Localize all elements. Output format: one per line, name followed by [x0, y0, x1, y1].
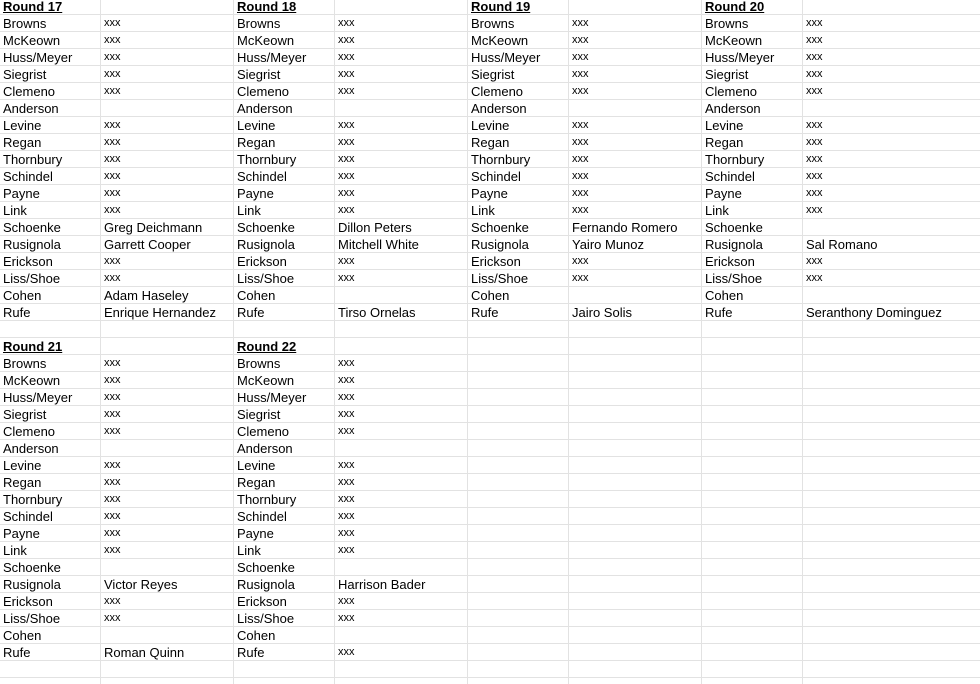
row-label-cell[interactable]: Anderson: [3, 441, 59, 456]
pick-value-cell[interactable]: xxx: [806, 187, 823, 199]
pick-value-cell[interactable]: xxx: [572, 255, 589, 267]
row-label-cell[interactable]: McKeown: [237, 373, 295, 388]
row-label-cell[interactable]: Link: [705, 203, 729, 218]
row-label-cell[interactable]: Liss/Shoe: [3, 271, 61, 286]
row-label-cell[interactable]: Schoenke: [3, 220, 61, 235]
row-label-cell[interactable]: Clemeno: [237, 424, 290, 439]
pick-value-cell[interactable]: xxx: [338, 255, 355, 267]
pick-value-cell[interactable]: xxx: [104, 476, 121, 488]
row-label-cell[interactable]: Siegrist: [3, 407, 47, 422]
pick-value-cell[interactable]: xxx: [104, 544, 121, 556]
row-label-cell[interactable]: Thornbury: [705, 152, 765, 167]
pick-value-cell[interactable]: xxx: [338, 408, 355, 420]
round-header[interactable]: Round 20: [705, 0, 765, 14]
row-label-cell[interactable]: Rufe: [237, 645, 265, 660]
pick-value-cell[interactable]: xxx: [338, 204, 355, 216]
row-label-cell[interactable]: Rusignola: [237, 237, 295, 252]
row-label-cell[interactable]: Huss/Meyer: [237, 390, 307, 405]
pick-value-cell[interactable]: xxx: [104, 51, 121, 63]
row-label-cell[interactable]: Levine: [237, 458, 276, 473]
row-label-cell[interactable]: Siegrist: [705, 67, 749, 82]
row-label-cell[interactable]: Huss/Meyer: [3, 50, 73, 65]
row-label-cell[interactable]: Rufe: [471, 305, 499, 320]
pick-value-cell[interactable]: xxx: [338, 646, 355, 658]
row-label-cell[interactable]: Liss/Shoe: [3, 611, 61, 626]
pick-value-cell[interactable]: xxx: [104, 187, 121, 199]
row-label-cell[interactable]: Erickson: [3, 254, 53, 269]
row-label-cell[interactable]: Cohen: [705, 288, 744, 303]
row-label-cell[interactable]: Browns: [471, 16, 515, 31]
row-label-cell[interactable]: Siegrist: [237, 407, 281, 422]
pick-value-cell[interactable]: xxx: [338, 85, 355, 97]
pick-value-cell[interactable]: Adam Haseley: [104, 288, 189, 303]
pick-value-cell[interactable]: xxx: [104, 527, 121, 539]
pick-value-cell[interactable]: xxx: [338, 68, 355, 80]
round-header[interactable]: Round 21: [3, 339, 63, 354]
row-label-cell[interactable]: Regan: [3, 135, 42, 150]
row-label-cell[interactable]: Schindel: [237, 169, 287, 184]
pick-value-cell[interactable]: xxx: [806, 204, 823, 216]
pick-value-cell[interactable]: xxx: [104, 119, 121, 131]
row-label-cell[interactable]: McKeown: [237, 33, 295, 48]
row-label-cell[interactable]: Schindel: [705, 169, 755, 184]
pick-value-cell[interactable]: Roman Quinn: [104, 645, 185, 660]
pick-value-cell[interactable]: xxx: [338, 136, 355, 148]
row-label-cell[interactable]: Thornbury: [237, 492, 297, 507]
pick-value-cell[interactable]: xxx: [806, 255, 823, 267]
row-label-cell[interactable]: Payne: [237, 526, 274, 541]
row-label-cell[interactable]: Schindel: [3, 169, 53, 184]
pick-value-cell[interactable]: xxx: [338, 510, 355, 522]
row-label-cell[interactable]: Levine: [3, 458, 42, 473]
row-label-cell[interactable]: Huss/Meyer: [471, 50, 541, 65]
pick-value-cell[interactable]: xxx: [806, 34, 823, 46]
row-label-cell[interactable]: Schindel: [3, 509, 53, 524]
row-label-cell[interactable]: Rufe: [237, 305, 265, 320]
row-label-cell[interactable]: Clemeno: [3, 84, 56, 99]
row-label-cell[interactable]: Rufe: [705, 305, 733, 320]
row-label-cell[interactable]: Browns: [3, 16, 47, 31]
row-label-cell[interactable]: Levine: [705, 118, 744, 133]
row-label-cell[interactable]: Huss/Meyer: [3, 390, 73, 405]
row-label-cell[interactable]: Erickson: [705, 254, 755, 269]
pick-value-cell[interactable]: xxx: [104, 510, 121, 522]
row-label-cell[interactable]: McKeown: [3, 373, 61, 388]
pick-value-cell[interactable]: xxx: [104, 255, 121, 267]
row-label-cell[interactable]: Thornbury: [3, 492, 63, 507]
pick-value-cell[interactable]: xxx: [572, 187, 589, 199]
pick-value-cell[interactable]: xxx: [338, 527, 355, 539]
pick-value-cell[interactable]: Seranthony Dominguez: [806, 305, 942, 320]
row-label-cell[interactable]: Link: [3, 203, 27, 218]
pick-value-cell[interactable]: xxx: [104, 425, 121, 437]
pick-value-cell[interactable]: xxx: [806, 136, 823, 148]
row-label-cell[interactable]: Erickson: [3, 594, 53, 609]
pick-value-cell[interactable]: Victor Reyes: [104, 577, 178, 592]
row-label-cell[interactable]: McKeown: [471, 33, 529, 48]
row-label-cell[interactable]: Schoenke: [237, 220, 295, 235]
pick-value-cell[interactable]: xxx: [572, 170, 589, 182]
row-label-cell[interactable]: Anderson: [471, 101, 527, 116]
pick-value-cell[interactable]: Jairo Solis: [572, 305, 632, 320]
row-label-cell[interactable]: Erickson: [237, 594, 287, 609]
pick-value-cell[interactable]: xxx: [338, 391, 355, 403]
pick-value-cell[interactable]: xxx: [104, 68, 121, 80]
pick-value-cell[interactable]: xxx: [104, 272, 121, 284]
pick-value-cell[interactable]: xxx: [338, 153, 355, 165]
row-label-cell[interactable]: Liss/Shoe: [705, 271, 763, 286]
row-label-cell[interactable]: Regan: [237, 475, 276, 490]
pick-value-cell[interactable]: xxx: [572, 85, 589, 97]
pick-value-cell[interactable]: xxx: [572, 136, 589, 148]
round-header[interactable]: Round 19: [471, 0, 531, 14]
row-label-cell[interactable]: Regan: [471, 135, 510, 150]
row-label-cell[interactable]: Liss/Shoe: [237, 271, 295, 286]
row-label-cell[interactable]: McKeown: [705, 33, 763, 48]
row-label-cell[interactable]: Cohen: [471, 288, 510, 303]
row-label-cell[interactable]: Payne: [705, 186, 742, 201]
row-label-cell[interactable]: Browns: [237, 16, 281, 31]
pick-value-cell[interactable]: xxx: [806, 17, 823, 29]
row-label-cell[interactable]: Cohen: [237, 288, 276, 303]
pick-value-cell[interactable]: xxx: [104, 374, 121, 386]
row-label-cell[interactable]: Regan: [3, 475, 42, 490]
row-label-cell[interactable]: Cohen: [237, 628, 276, 643]
pick-value-cell[interactable]: xxx: [104, 85, 121, 97]
pick-value-cell[interactable]: xxx: [104, 170, 121, 182]
row-label-cell[interactable]: Rusignola: [705, 237, 763, 252]
row-label-cell[interactable]: Cohen: [3, 288, 42, 303]
row-label-cell[interactable]: Thornbury: [237, 152, 297, 167]
pick-value-cell[interactable]: Dillon Peters: [338, 220, 412, 235]
row-label-cell[interactable]: Payne: [471, 186, 508, 201]
pick-value-cell[interactable]: xxx: [806, 51, 823, 63]
pick-value-cell[interactable]: xxx: [338, 374, 355, 386]
row-label-cell[interactable]: Link: [237, 203, 261, 218]
row-label-cell[interactable]: Schindel: [237, 509, 287, 524]
row-label-cell[interactable]: Regan: [237, 135, 276, 150]
pick-value-cell[interactable]: xxx: [806, 119, 823, 131]
pick-value-cell[interactable]: xxx: [104, 391, 121, 403]
round-header[interactable]: Round 18: [237, 0, 297, 14]
round-header[interactable]: Round 22: [237, 339, 297, 354]
pick-value-cell[interactable]: xxx: [572, 17, 589, 29]
row-label-cell[interactable]: Browns: [3, 356, 47, 371]
pick-value-cell[interactable]: Garrett Cooper: [104, 237, 191, 252]
pick-value-cell[interactable]: xxx: [104, 34, 121, 46]
pick-value-cell[interactable]: Fernando Romero: [572, 220, 678, 235]
pick-value-cell[interactable]: xxx: [338, 595, 355, 607]
pick-value-cell[interactable]: Greg Deichmann: [104, 220, 203, 235]
pick-value-cell[interactable]: xxx: [572, 51, 589, 63]
pick-value-cell[interactable]: xxx: [806, 170, 823, 182]
pick-value-cell[interactable]: xxx: [104, 493, 121, 505]
row-label-cell[interactable]: Levine: [3, 118, 42, 133]
row-label-cell[interactable]: Schoenke: [705, 220, 763, 235]
row-label-cell[interactable]: Huss/Meyer: [705, 50, 775, 65]
pick-value-cell[interactable]: xxx: [572, 153, 589, 165]
pick-value-cell[interactable]: xxx: [104, 357, 121, 369]
pick-value-cell[interactable]: xxx: [338, 493, 355, 505]
pick-value-cell[interactable]: xxx: [338, 459, 355, 471]
row-label-cell[interactable]: Link: [471, 203, 495, 218]
row-label-cell[interactable]: Huss/Meyer: [237, 50, 307, 65]
row-label-cell[interactable]: Payne: [3, 526, 40, 541]
row-label-cell[interactable]: Clemeno: [471, 84, 524, 99]
pick-value-cell[interactable]: xxx: [338, 170, 355, 182]
pick-value-cell[interactable]: Yairo Munoz: [572, 237, 645, 252]
row-label-cell[interactable]: Schindel: [471, 169, 521, 184]
row-label-cell[interactable]: Erickson: [237, 254, 287, 269]
row-label-cell[interactable]: Schoenke: [471, 220, 529, 235]
pick-value-cell[interactable]: xxx: [338, 51, 355, 63]
row-label-cell[interactable]: Payne: [237, 186, 274, 201]
row-label-cell[interactable]: Levine: [237, 118, 276, 133]
row-label-cell[interactable]: Link: [237, 543, 261, 558]
row-label-cell[interactable]: Rusignola: [237, 577, 295, 592]
row-label-cell[interactable]: Levine: [471, 118, 510, 133]
row-label-cell[interactable]: Payne: [3, 186, 40, 201]
row-label-cell[interactable]: Rusignola: [471, 237, 529, 252]
row-label-cell[interactable]: Link: [3, 543, 27, 558]
row-label-cell[interactable]: Clemeno: [3, 424, 56, 439]
pick-value-cell[interactable]: xxx: [572, 34, 589, 46]
pick-value-cell[interactable]: xxx: [338, 425, 355, 437]
row-label-cell[interactable]: Thornbury: [3, 152, 63, 167]
row-label-cell[interactable]: Thornbury: [471, 152, 531, 167]
pick-value-cell[interactable]: xxx: [572, 68, 589, 80]
row-label-cell[interactable]: Siegrist: [471, 67, 515, 82]
pick-value-cell[interactable]: Enrique Hernandez: [104, 305, 217, 320]
pick-value-cell[interactable]: xxx: [104, 153, 121, 165]
pick-value-cell[interactable]: Sal Romano: [806, 237, 878, 252]
row-label-cell[interactable]: Anderson: [705, 101, 761, 116]
pick-value-cell[interactable]: xxx: [338, 17, 355, 29]
pick-value-cell[interactable]: xxx: [338, 272, 355, 284]
pick-value-cell[interactable]: xxx: [104, 204, 121, 216]
row-label-cell[interactable]: Siegrist: [3, 67, 47, 82]
pick-value-cell[interactable]: xxx: [572, 272, 589, 284]
row-gridline: [0, 337, 980, 338]
row-label-cell[interactable]: Rufe: [3, 305, 31, 320]
round-header[interactable]: Round 17: [3, 0, 63, 14]
row-label-cell[interactable]: Regan: [705, 135, 744, 150]
row-label-cell[interactable]: Anderson: [237, 441, 293, 456]
pick-value-cell[interactable]: xxx: [806, 153, 823, 165]
pick-value-cell[interactable]: xxx: [338, 119, 355, 131]
pick-value-cell[interactable]: xxx: [806, 272, 823, 284]
row-label-cell[interactable]: Anderson: [3, 101, 59, 116]
row-label-cell[interactable]: Siegrist: [237, 67, 281, 82]
pick-value-cell[interactable]: xxx: [338, 612, 355, 624]
pick-value-cell[interactable]: xxx: [104, 459, 121, 471]
pick-value-cell[interactable]: xxx: [806, 68, 823, 80]
pick-value-cell[interactable]: xxx: [338, 476, 355, 488]
row-label-cell[interactable]: Rufe: [3, 645, 31, 660]
row-label-cell[interactable]: McKeown: [3, 33, 61, 48]
row-label-cell[interactable]: Browns: [237, 356, 281, 371]
row-label-cell[interactable]: Cohen: [3, 628, 42, 643]
row-label-cell[interactable]: Schoenke: [237, 560, 295, 575]
row-label-cell[interactable]: Liss/Shoe: [237, 611, 295, 626]
pick-value-cell[interactable]: xxx: [104, 17, 121, 29]
row-label-cell[interactable]: Schoenke: [3, 560, 61, 575]
row-label-cell[interactable]: Rusignola: [3, 577, 61, 592]
row-label-cell[interactable]: Clemeno: [705, 84, 758, 99]
pick-value-cell[interactable]: Mitchell White: [338, 237, 419, 252]
pick-value-cell[interactable]: xxx: [104, 408, 121, 420]
row-label-cell[interactable]: Erickson: [471, 254, 521, 269]
pick-value-cell[interactable]: xxx: [104, 136, 121, 148]
pick-value-cell[interactable]: xxx: [338, 544, 355, 556]
row-label-cell[interactable]: Browns: [705, 16, 749, 31]
pick-value-cell[interactable]: Harrison Bader: [338, 577, 426, 592]
row-label-cell[interactable]: Liss/Shoe: [471, 271, 529, 286]
row-gridline: [0, 677, 980, 678]
row-label-cell[interactable]: Anderson: [237, 101, 293, 116]
pick-value-cell[interactable]: xxx: [104, 612, 121, 624]
pick-value-cell[interactable]: xxx: [572, 119, 589, 131]
pick-value-cell[interactable]: xxx: [338, 187, 355, 199]
pick-value-cell[interactable]: xxx: [104, 595, 121, 607]
pick-value-cell[interactable]: xxx: [338, 357, 355, 369]
pick-value-cell[interactable]: xxx: [338, 34, 355, 46]
pick-value-cell[interactable]: xxx: [572, 204, 589, 216]
pick-value-cell[interactable]: xxx: [806, 85, 823, 97]
row-label-cell[interactable]: Rusignola: [3, 237, 61, 252]
row-label-cell[interactable]: Clemeno: [237, 84, 290, 99]
pick-value-cell[interactable]: Tirso Ornelas: [338, 305, 416, 320]
